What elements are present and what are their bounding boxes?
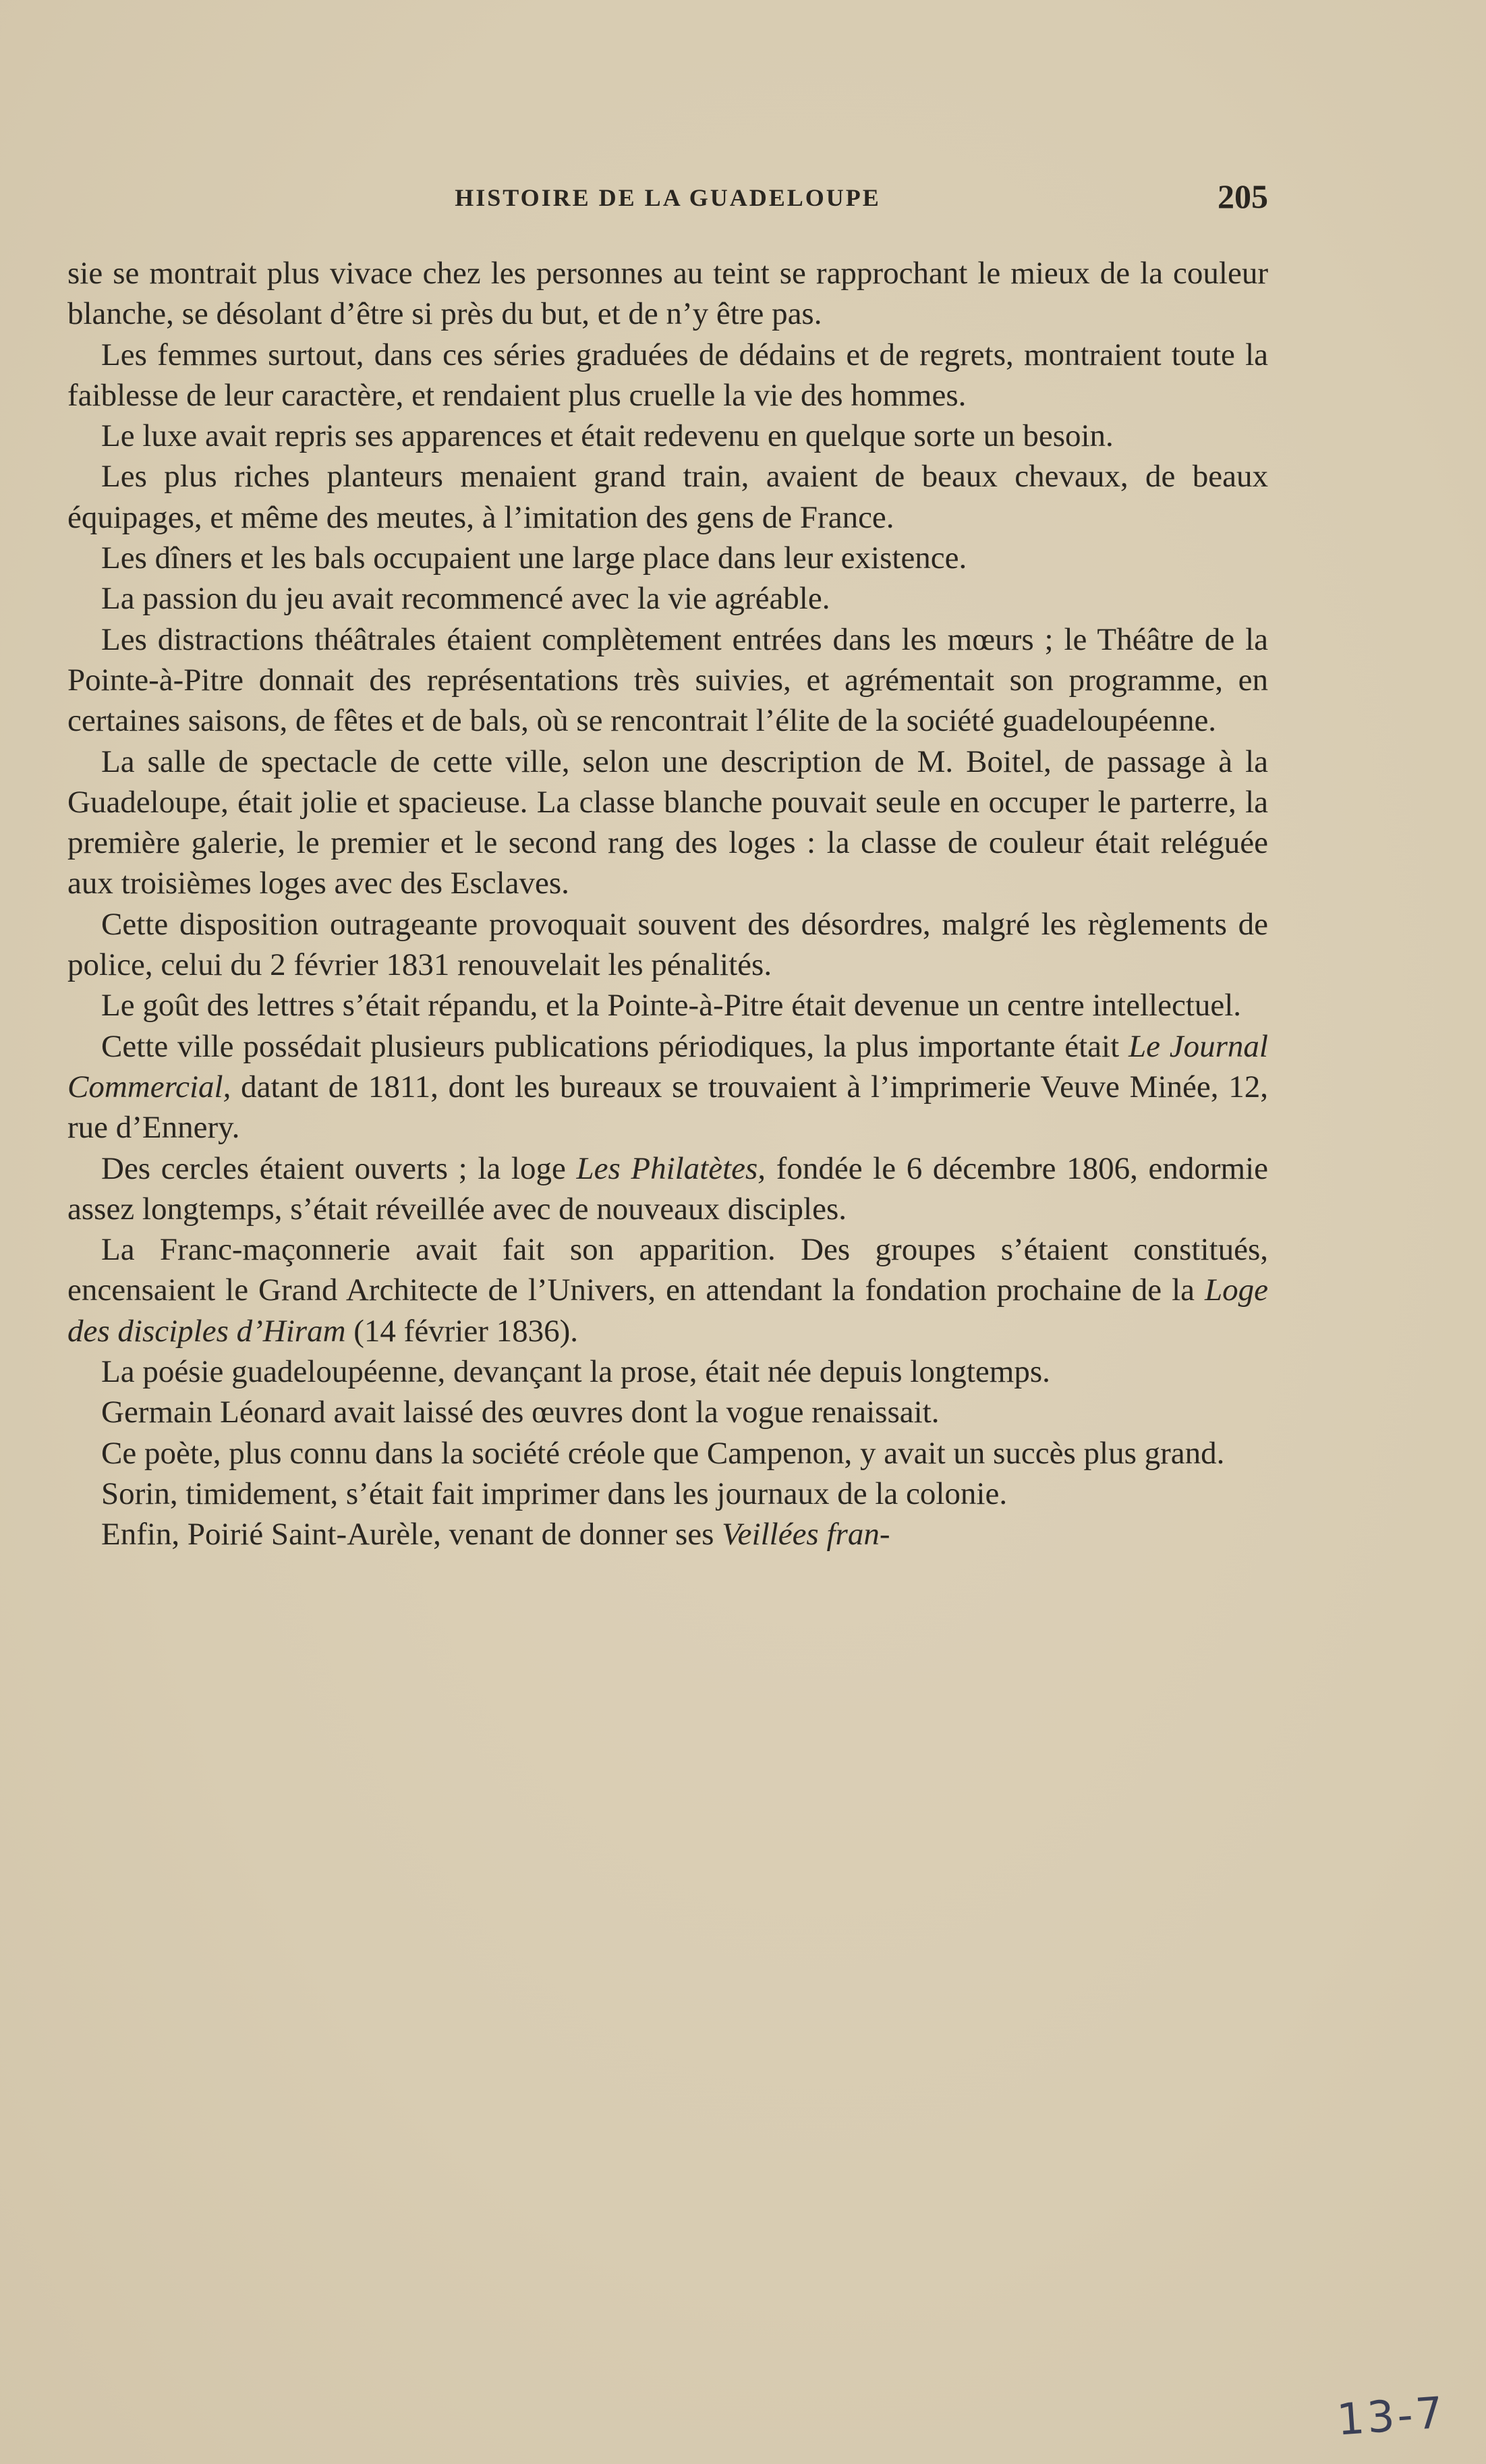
- paragraph: [67, 1148, 1268, 1230]
- paragraph: [67, 985, 1268, 1026]
- paragraph: [67, 741, 1268, 904]
- italic-title: Veillées fran-: [722, 1517, 890, 1552]
- paragraph: [67, 538, 1268, 578]
- text-run: La Franc-maçonnerie avait fait son apparition. Des groupes s’étaient constitués, encensaient le Grand Architecte de l’Univers, en attendant la fondation prochaine de la: [67, 1232, 1268, 1308]
- paragraph: [67, 1026, 1268, 1148]
- paragraph: [67, 904, 1268, 986]
- text-run: fondée le 6 décembre 1806, endormie assez longtemps, s’était réveillée avec de nouveaux disciples.: [67, 1150, 1268, 1227]
- text-run: Enfin, Poirié Saint-Aurèle, venant de donner ses: [101, 1517, 722, 1552]
- text-run: Cette ville possédait plusieurs publications périodiques, la plus importante était: [101, 1028, 1128, 1064]
- paragraph: [67, 1474, 1268, 1514]
- paragraph: [67, 335, 1268, 416]
- text-run: La passion du jeu avait recommencé avec la vie agréable.: [101, 581, 830, 617]
- page-header: [67, 177, 1268, 217]
- page-number: 205: [1218, 177, 1268, 215]
- text-run: Germain Léonard avait laissé des œuvres dont la vogue renaissait.: [101, 1395, 940, 1430]
- paragraph: [67, 1392, 1268, 1432]
- text-run: datant de 1811, dont les bureaux se trouvaient à l’imprimerie Veuve Minée, 12, rue d’Ennery.: [67, 1069, 1268, 1146]
- paragraph: [67, 619, 1268, 741]
- text-run: Cette disposition outrageante provoquait souvent des désordres, malgré les règlements de police, celui du 2 février 1831 renouvelait les pénalités.: [67, 906, 1268, 983]
- italic-title: Loge des disciples d’Hiram: [67, 1272, 1268, 1349]
- paragraph: [67, 1351, 1268, 1392]
- running-title: HISTOIRE DE LA GUADELOUPE: [455, 184, 881, 211]
- text-run: Des cercles étaient ouverts ; la loge: [101, 1150, 577, 1186]
- paragraph: [67, 1433, 1268, 1474]
- paragraph: [67, 416, 1268, 456]
- text-run: sie se montrait plus vivace chez les personnes au teint se rapprochant le mieux de la couleur blanche, se désolant d’être si près du but, et de n’y être pas.: [67, 256, 1268, 332]
- italic-title: Les Philatètes,: [576, 1150, 766, 1186]
- text-run: Le luxe avait repris ses apparences et était redevenu en quelque sorte un besoin.: [101, 418, 1114, 454]
- paragraph: [67, 253, 1268, 335]
- text-run: La salle de spectacle de cette ville, selon une description de M. Boitel, de passage à la Guadeloupe, était jolie et spacieuse. La classe blanche pouvait seule en occuper le parterre, la première galerie, le premier et le second rang des loges : la classe de couleur était reléguée aux troisièmes loges avec des Esclaves.: [67, 744, 1268, 901]
- italic-title: Le Journal Commercial,: [67, 1028, 1268, 1104]
- text-run: Les dîners et les bals occupaient une large place dans leur existence.: [101, 540, 967, 576]
- paragraph: [67, 1514, 1268, 1555]
- paragraph: [67, 1229, 1268, 1351]
- paragraph: [67, 456, 1268, 538]
- text-run: Le goût des lettres s’était répandu, et la Pointe-à-Pitre était devenue un centre intellectuel.: [101, 988, 1242, 1024]
- text-run: (14 février 1836).: [345, 1313, 579, 1349]
- paragraph: [67, 578, 1268, 619]
- body-text: [67, 253, 1268, 1555]
- text-run: Les femmes surtout, dans ces séries graduées de dédains et de regrets, montraient toute la faiblesse de leur caractère, et rendaient plus cruelle la vie des hommes.: [67, 337, 1268, 413]
- text-run: Sorin, timidement, s’était fait imprimer dans les journaux de la colonie.: [101, 1476, 1008, 1511]
- text-run: La poésie guadeloupéenne, devançant la prose, était née depuis longtemps.: [101, 1354, 1050, 1390]
- text-run: Ce poète, plus connu dans la société créole que Campenon, y avait un succès plus grand.: [101, 1435, 1225, 1471]
- text-run: Les distractions théâtrales étaient complètement entrées dans les mœurs ; le Théâtre de la Pointe-à-Pitre donnait des représentations très suivies, et agrémentait son programme, en certaines saisons, de fêtes et de bals, où se rencontrait l’élite de la société guadeloupéenne.: [67, 621, 1268, 739]
- text-run: Les plus riches planteurs menaient grand train, avaient de beaux chevaux, de beaux équipages, et même des meutes, à l’imitation des gens de France.: [67, 459, 1268, 535]
- handwritten-note: 13-7: [1335, 2388, 1448, 2446]
